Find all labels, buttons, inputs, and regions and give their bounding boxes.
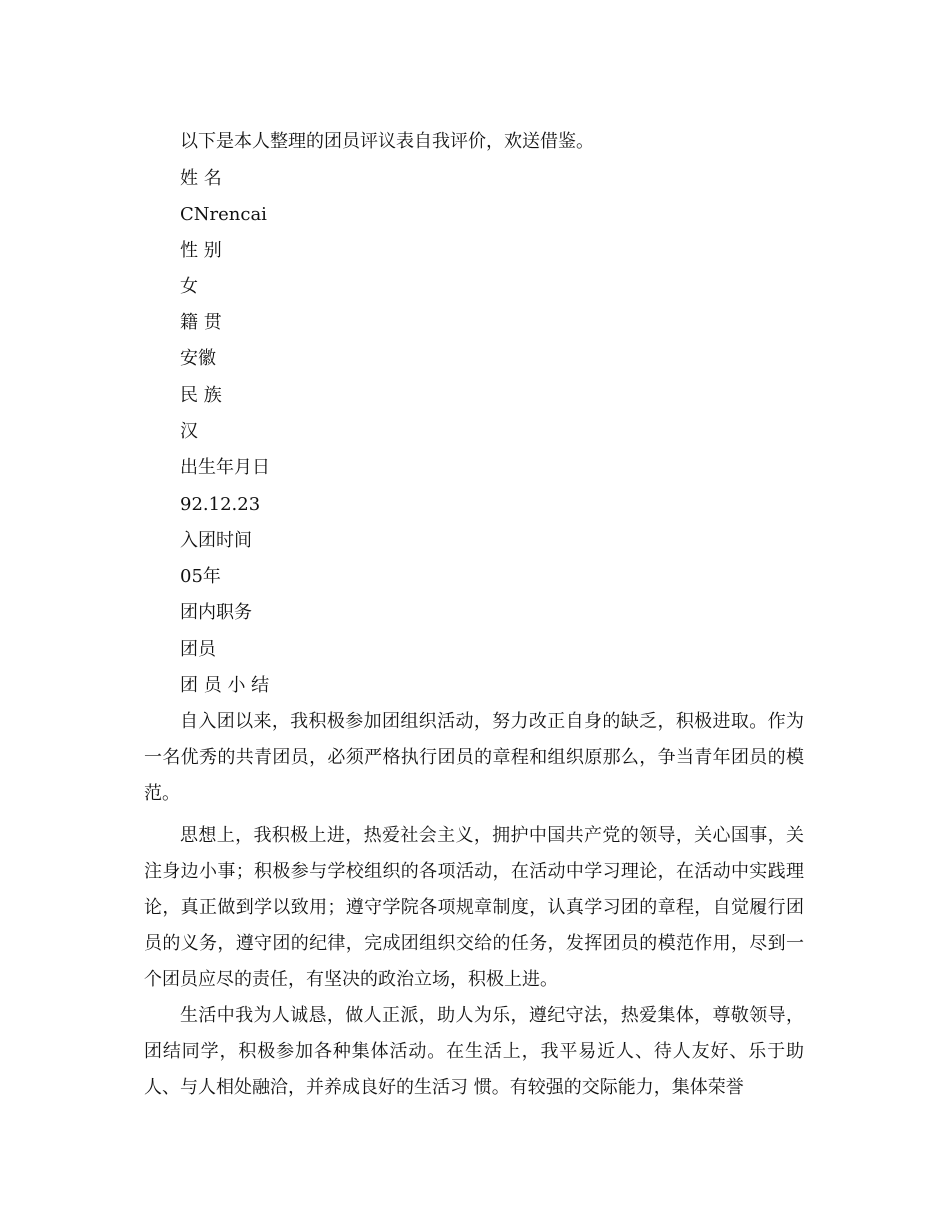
field-label-join-date: 入团时间 bbox=[180, 530, 252, 551]
intro-text: 以下是本人整理的团员评议表自我评价，欢送借鉴。 bbox=[180, 131, 594, 152]
summary-paragraph-2: 思想上，我积极上进，热爱社会主义，拥护中国共产党的领导，关心国事，关注身边小事；积极参与学校组织的各项活动，在活动中学习理论，在活动中实践理论，真正做到学以致用；遵守学院各项规章制度，认真学习团的章程，自觉履行团员的义务，遵守团的纪律，完成团组织交给的任务，发挥团员的模范作用，尽到一个团员应尽的责任，有坚决的政治立场，积极上进。 bbox=[144, 825, 804, 990]
field-label-name: 姓 名 bbox=[180, 168, 222, 189]
field-value-position: 团员 bbox=[180, 639, 216, 660]
summary-paragraph-3: 生活中我为人诚恳，做人正派，助人为乐，遵纪守法，热爱集体，尊敬领导，团结同学，积极参加各种集体活动。在生活上，我平易近人、待人友好、乐于助人、与人相处融洽，并养成良好的生活习 惯。有较强的交际能力，集体荣誉 bbox=[144, 1005, 804, 1098]
field-label-ethnicity: 民 族 bbox=[180, 385, 222, 406]
field-label-native-place: 籍 贯 bbox=[180, 312, 222, 333]
field-value-join-date: 05年 bbox=[180, 566, 221, 587]
field-label-position: 团内职务 bbox=[180, 602, 252, 623]
field-value-ethnicity: 汉 bbox=[180, 421, 198, 442]
summary-paragraph-1: 自入团以来，我积极参加团组织活动，努力改正自身的缺乏，积极进取。作为一名优秀的共青团员，必须严格执行团员的章程和组织原那么，争当青年团员的模范。 bbox=[144, 711, 804, 804]
field-value-name: CNrencai bbox=[180, 204, 267, 225]
field-label-gender: 性 别 bbox=[180, 240, 222, 261]
field-value-gender: 女 bbox=[180, 276, 198, 297]
field-label-birthdate: 出生年月日 bbox=[180, 457, 270, 478]
field-value-birthdate: 92.12.23 bbox=[180, 494, 261, 515]
field-value-native-place: 安徽 bbox=[180, 348, 216, 369]
summary-heading: 团 员 小 结 bbox=[180, 675, 270, 696]
